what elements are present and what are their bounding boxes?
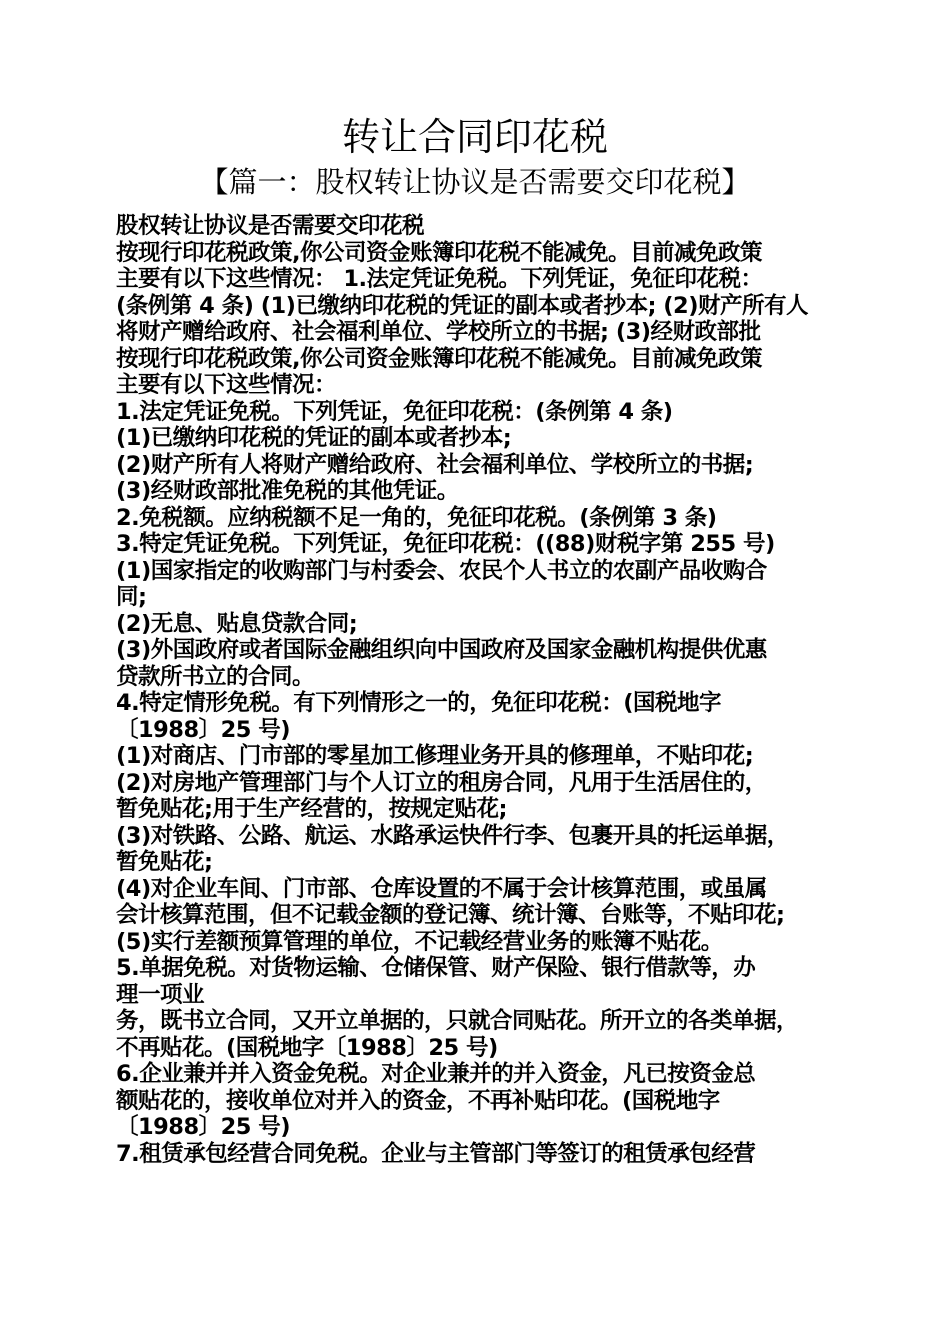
body-line: (条例第 4 条) (1)已缴纳印花税的凭证的副本或者抄本; (2)财产所有人 (116, 292, 808, 319)
body-line: (2)财产所有人将财产赠给政府、社会福利单位、学校所立的书据; (116, 451, 754, 478)
body-line: (3)外国政府或者国际金融组织向中国政府及国家金融机构提供优惠 (116, 637, 767, 663)
body-line: 2.免税额。应纳税额不足一角的，免征印花税。(条例第 3 条) (116, 504, 717, 531)
body-line: 5.单据免税。对货物运输、仓储保管、财产保险、银行借款等，办 (116, 955, 756, 981)
body-line: (1)国家指定的收购部门与村委会、农民个人书立的农副产品收购合 (116, 557, 767, 584)
document-body (116, 213, 851, 1167)
body-line: 7.租赁承包经营合同免税。企业与主管部门等签订的租赁承包经营 (116, 1140, 756, 1167)
body-line: (1)对商店、门市部的零星加工修理业务开具的修理单，不贴印花; (116, 743, 754, 769)
body-line: (3)对铁路、公路、航运、水路承运快件行李、包裹开具的托运单据， (116, 822, 789, 849)
body-line: (4)对企业车间、门市部、仓库设置的不属于会计核算范围，或虽属 (116, 875, 767, 902)
body-line: 〔1988〕25 号) (116, 1114, 291, 1140)
document-title: 转让合同印花税 (341, 115, 608, 159)
body-line: 1.法定凭证免税。下列凭证，免征印花税：(条例第 4 条) (116, 398, 673, 425)
body-line: 6.企业兼并并入资金免税。对企业兼并的并入资金，凡已按资金总 (116, 1061, 756, 1087)
body-line: 3.特定凭证免税。下列凭证，免征印花税：((88)财税字第 255 号) (116, 531, 775, 557)
body-line: 暂免贴花;用于生产经营的，按规定贴花; (116, 796, 507, 822)
document-subtitle: 【篇一：股权转让协议是否需要交印花税】 (199, 165, 751, 199)
body-line: (2)无息、贴息贷款合同; (116, 610, 358, 637)
body-line: 主要有以下这些情况： 1.法定凭证免税。下列凭证，免征印花税： (116, 266, 763, 292)
body-line: (2)对房地产管理部门与个人订立的租房合同，凡用于生活居住的， (116, 769, 767, 796)
body-line: 主要有以下这些情况： (116, 372, 337, 398)
body-line: 4.特定情形免税。有下列情形之一的，免征印花税：(国税地字 (116, 690, 721, 716)
body-line: 务，既书立合同，又开立单据的，只就合同贴花。所开立的各类单据， (116, 1008, 799, 1034)
body-line: 〔1988〕25 号) (116, 716, 291, 743)
body-line: 按现行印花税政策,你公司资金账簿印花税不能减免。目前减免政策 (116, 239, 763, 266)
body-line: (1)已缴纳印花税的凭证的副本或者抄本; (116, 425, 512, 451)
body-line: (3)经财政部批准免税的其他凭证。 (116, 478, 459, 504)
body-line: 按现行印花税政策,你公司资金账簿印花税不能减免。目前减免政策 (116, 345, 763, 372)
body-line: 股权转让协议是否需要交印花税 (116, 213, 425, 239)
body-line: 暂免贴花; (116, 849, 213, 875)
body-line: 会计核算范围，但不记载金额的登记簿、统计簿、台账等，不贴印花; (116, 902, 785, 928)
body-line: 同; (116, 584, 147, 610)
body-line: (5)实行差额预算管理的单位，不记载经营业务的账簿不贴花。 (116, 928, 723, 955)
body-line: 额贴花的，接收单位对并入的资金，不再补贴印花。(国税地字 (116, 1087, 720, 1114)
body-line: 不再贴花。(国税地字〔1988〕25 号) (116, 1034, 498, 1061)
body-line: 贷款所书立的合同。 (116, 663, 315, 690)
body-line: 将财产赠给政府、社会福利单位、学校所立的书据; (3)经财政部批 (116, 319, 761, 345)
body-line: 理一项业 (116, 981, 205, 1008)
